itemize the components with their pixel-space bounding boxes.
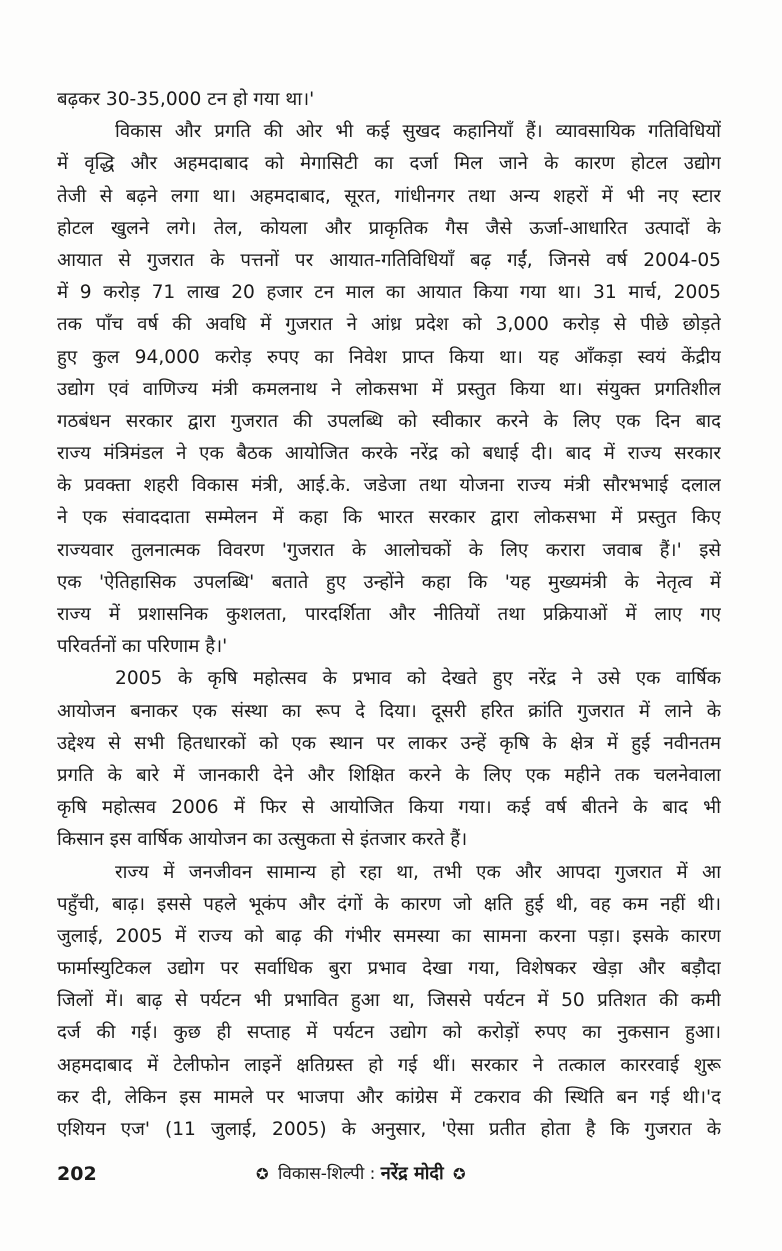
text-line: बढ़कर 30-35,000 टन हो गया था।' (57, 89, 315, 110)
text-line: राज्य में जनजीवन सामान्य हो रहा था, तभी एक और आपदा गुजरात में आ (115, 861, 721, 883)
page-footer (57, 1158, 721, 1190)
text-line: एक 'ऐतिहासिक उपलब्धि' बताते हुए उन्होंने कहा कि 'यह मुख्यमंत्री के नेतृत्व में (57, 571, 721, 593)
text-line: फार्मास्युटिकल उद्योग पर सर्वाधिक बुरा प्रभाव देखा गया, विशेषकर खेड़ा और बड़ौदा (57, 958, 721, 980)
running-head (252, 1158, 470, 1190)
ornament-right-icon: ✪ (453, 1165, 466, 1183)
text-line: उद्योग एवं वाणिज्य मंत्री कमलनाथ ने लोकसभा में प्रस्तुत किया था। संयुक्त प्रगतिशील (57, 378, 721, 400)
text-line: राज्य में प्रशासनिक कुशलता, पारदर्शिता और नीतियों तथा प्रक्रियाओं में लाए गए (57, 604, 721, 625)
ornament-left-icon: ✪ (256, 1165, 269, 1183)
text-line: कृषि महोत्सव 2006 में फिर से आयोजित किया गया। कई वर्ष बीतने के बाद भी (57, 797, 721, 819)
running-head-book-title: विकास-शिल्पी : (277, 1164, 376, 1184)
text-line: कर दी, लेकिन इस मामले पर भाजपा और कांग्रेस में टकराव की स्थिति बन गई थी।'द (57, 1086, 721, 1108)
text-line: हुए कुल 94,000 करोड़ रुपए का निवेश प्राप्त किया था। यह आँकड़ा स्वयं केंद्रीय (57, 346, 721, 368)
text-line: ने एक संवाददाता सम्मेलन में कहा कि भारत सरकार द्वारा लोकसभा में प्रस्तुत किए (57, 507, 721, 529)
text-line: जिलों में। बाढ़ से पर्यटन भी प्रभावित हुआ था, जिससे पर्यटन में 50 प्रतिशत की कमी (57, 990, 721, 1012)
text-line: दर्ज की गई। कुछ ही सप्ताह में पर्यटन उद्योग को करोड़ों रुपए का नुकसान हुआ। (57, 1022, 721, 1044)
text-line: पहुँची, बाढ़। इससे पहले भूकंप और दंगों के कारण जो क्षति हुई थी, वह कम नहीं थी। (57, 893, 721, 915)
text-line: के प्रवक्ता शहरी विकास मंत्री, आई.के. जडेजा तथा योजना राज्य मंत्री सौरभभाई दलाल (57, 475, 721, 497)
text-line: आयोजन बनाकर एक संस्था का रूप दे दिया। दूसरी हरित क्रांति गुजरात में लाने के (57, 700, 721, 722)
text-line: प्रगति के बारे में जानकारी देने और शिक्षित करने के लिए एक महीने तक चलनेवाला (57, 764, 721, 786)
text-line: तक पाँच वर्ष की अवधि में गुजरात ने आंध्र प्रदेश को 3,000 करोड़ से पीछे छोड़ते (57, 314, 721, 336)
running-head-author-name: नरेंद्र मोदी (380, 1163, 444, 1184)
text-line: गठबंधन सरकार द्वारा गुजरात की उपलब्धि को स्वीकार करने के लिए एक दिन बाद (57, 410, 721, 432)
text-line: तेजी से बढ़ने लगा था। अहमदाबाद, सूरत, गांधीनगर तथा अन्य शहरों में भी नए स्टार (57, 185, 721, 207)
text-line: में 9 करोड़ 71 लाख 20 हजार टन माल का आयात किया गया था। 31 मार्च, 2005 (57, 282, 721, 304)
text-line: राज्य मंत्रिमंडल ने एक बैठक आयोजित करके नरेंद्र को बधाई दी। बाद में राज्य सरकार (57, 443, 721, 465)
body-text (57, 84, 721, 1146)
text-line: अहमदाबाद में टेलीफोन लाइनें क्षतिग्रस्त हो गई थीं। सरकार ने तत्काल काररवाई शुरू (57, 1054, 721, 1076)
text-line: 2005 के कृषि महोत्सव के प्रभाव को देखते हुए नरेंद्र ने उसे एक वार्षिक (115, 668, 721, 690)
text-line: आयात से गुजरात के पत्तनों पर आयात-गतिविधियाँ बढ़ गईं, जिनसे वर्ष 2004-05 (57, 249, 721, 271)
text-line: जुलाई, 2005 में राज्य को बाढ़ की गंभीर समस्या का सामना करना पड़ा। इसके कारण (57, 925, 721, 947)
text-line: राज्यवार तुलनात्मक विवरण 'गुजरात के आलोचकों के लिए करारा जवाब हैं।' इसे (57, 539, 721, 561)
text-line: एशियन एज' (11 जुलाई, 2005) के अनुसार, 'ऐसा प्रतीत होता है कि गुजरात के (57, 1119, 721, 1140)
text-line: परिवर्तनों का परिणाम है।' (57, 636, 228, 658)
text-line: विकास और प्रगति की ओर भी कई सुखद कहानियाँ हैं। व्यावसायिक गतिविधियों (115, 121, 721, 143)
page-number: 202 (57, 1163, 97, 1185)
text-line: किसान इस वार्षिक आयोजन का उत्सुकता से इंतजार करते हैं। (57, 829, 468, 851)
text-line: होटल खुलने लगे। तेल, कोयला और प्राकृतिक गैस जैसे ऊर्जा-आधारित उत्पादों के (57, 217, 721, 239)
text-line: में वृद्धि और अहमदाबाद को मेगासिटी का दर्जा मिल जाने के कारण होटल उद्योग (57, 153, 721, 175)
text-line: उद्देश्य से सभी हितधारकों को एक स्थान पर लाकर उन्हें कृषि के क्षेत्र में हुई नवीनतम (57, 732, 721, 754)
